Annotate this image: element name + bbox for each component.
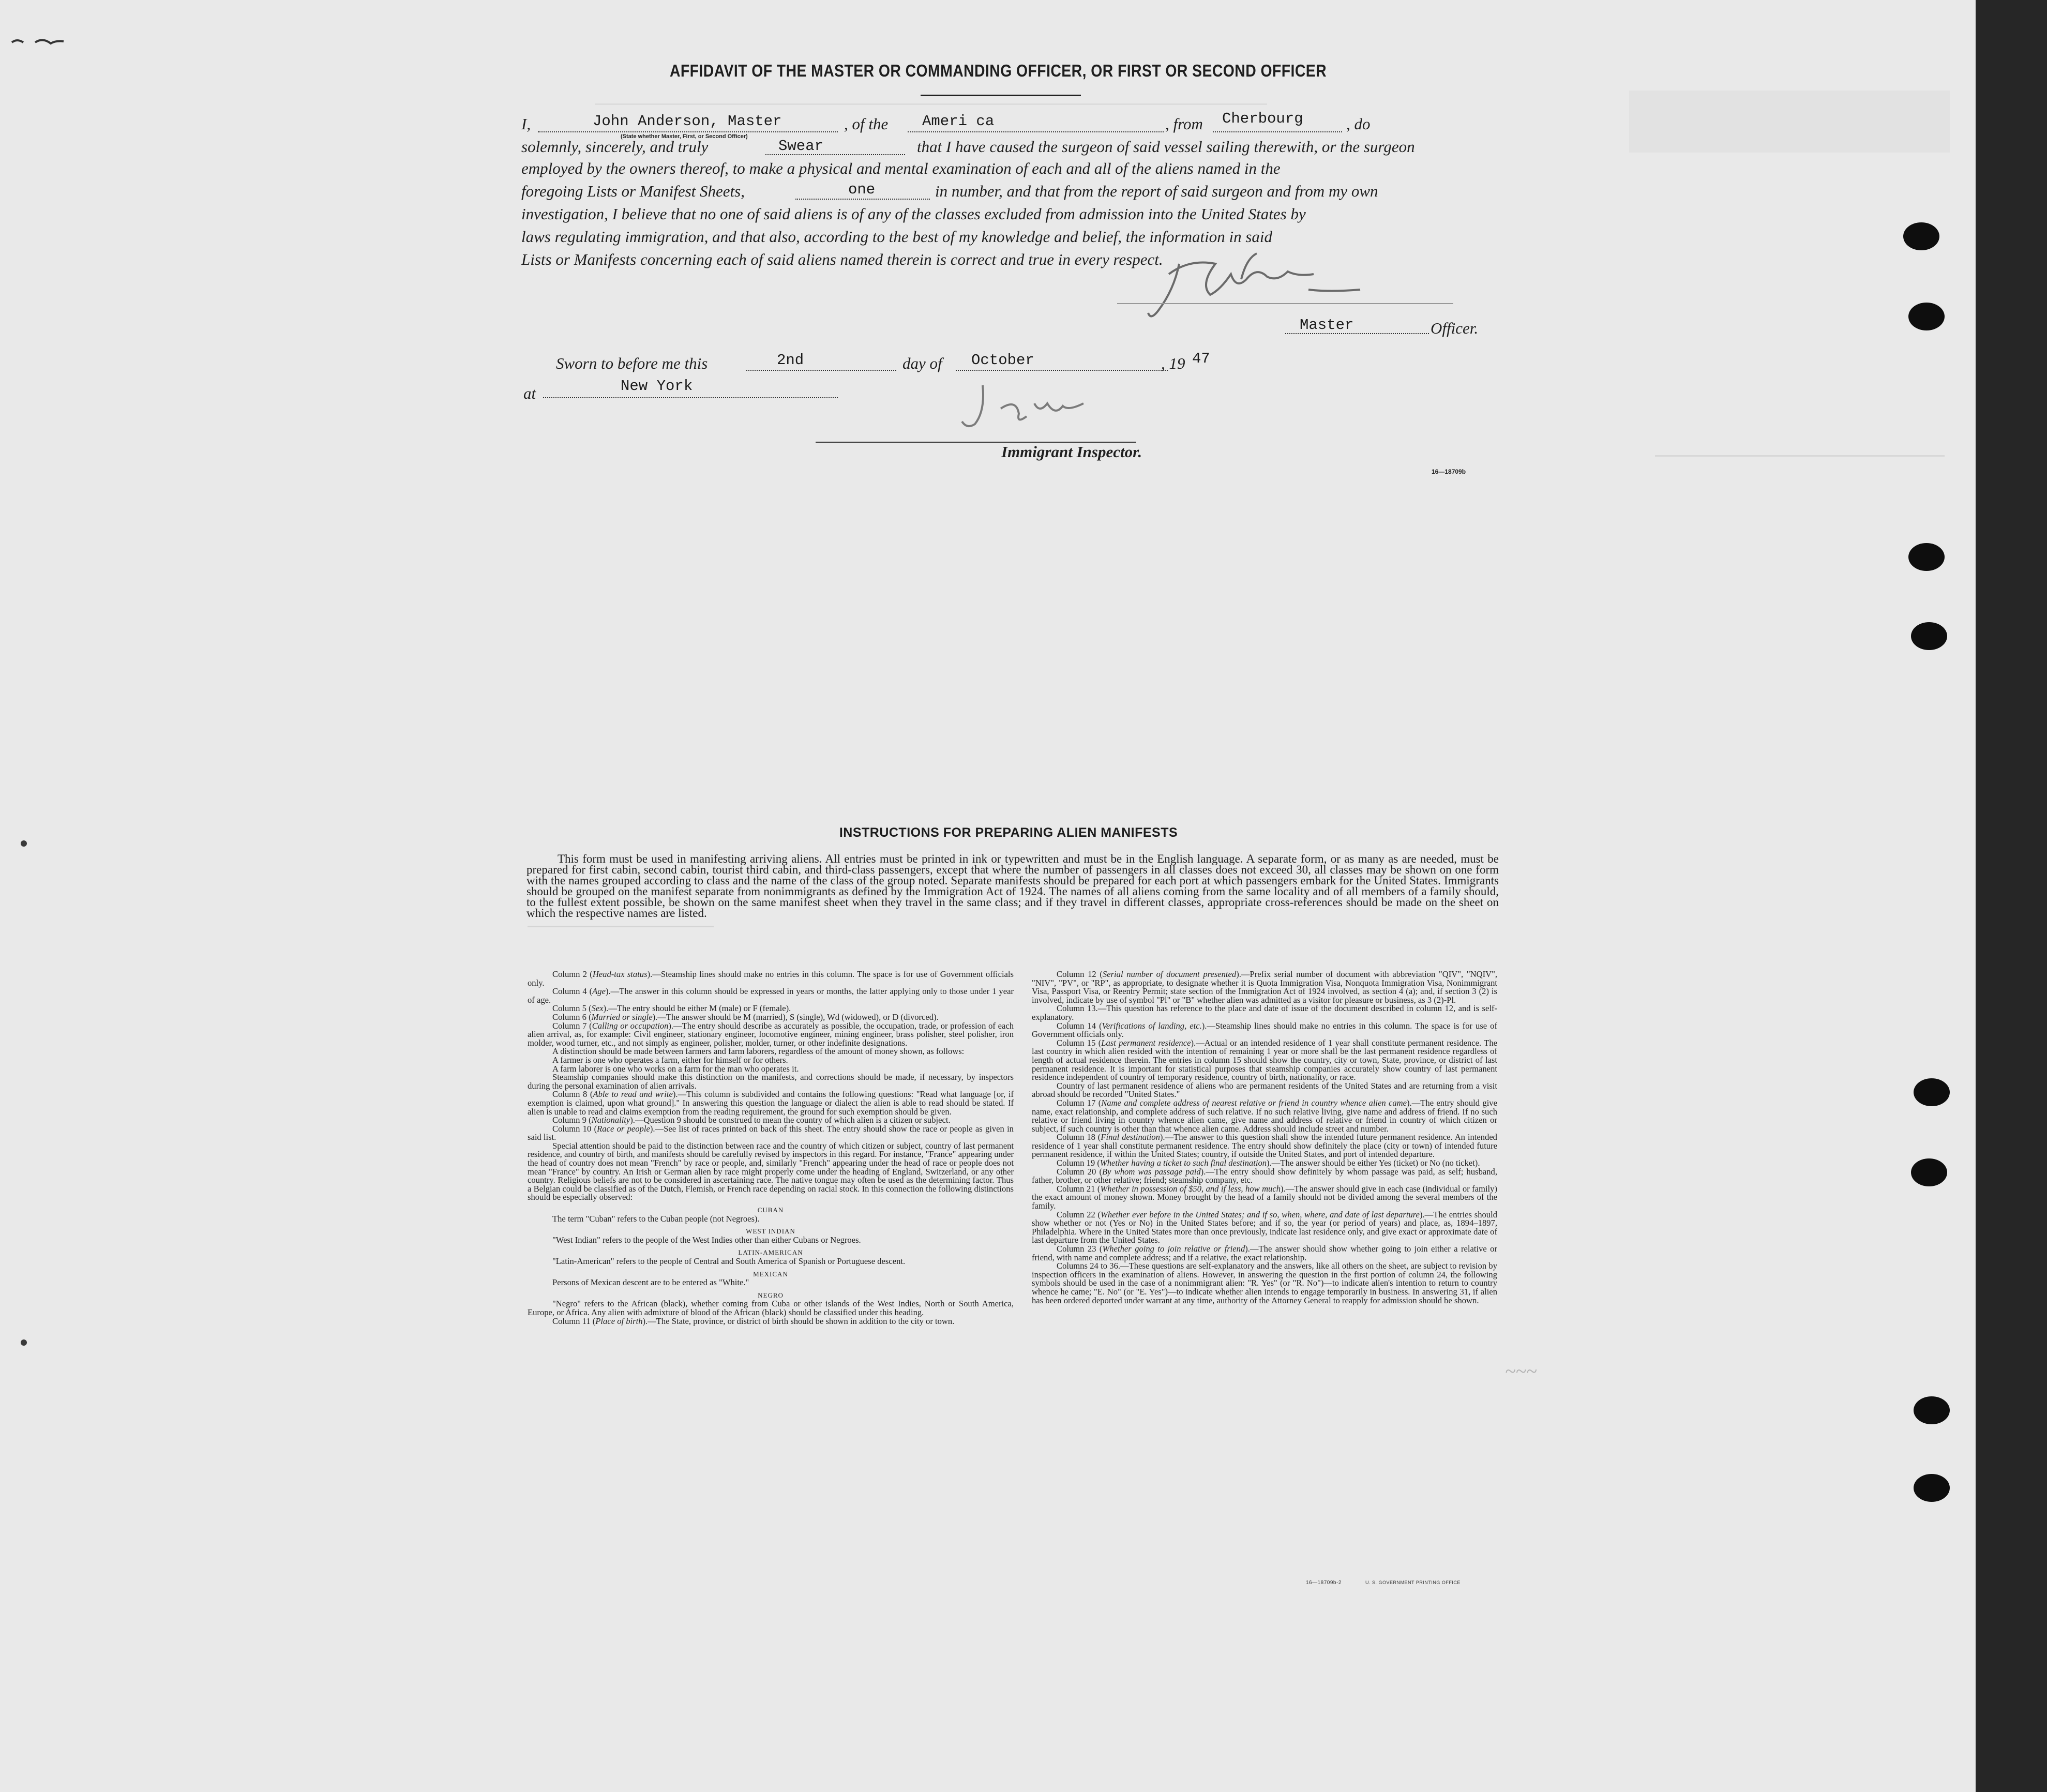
bleed-through-line xyxy=(1629,91,1950,153)
instruction-paragraph: Column 9 (Nationality).—Question 9 should be construed to mean the country of which alien is a citizen or subject. xyxy=(552,1115,951,1125)
column-heading-italic: Whether going to join relative or friend xyxy=(1102,1244,1245,1254)
instruction-paragraph: A distinction should be made between farmers and farm laborers, regardless of the amount of money shown, as follows: xyxy=(552,1046,965,1057)
place-field[interactable]: New York xyxy=(621,378,693,395)
instruction-paragraph: Column 2 (Head-tax status).—Steamship lines should make no entries in this column. The space is for use of Government officials only. xyxy=(528,969,1014,988)
year-field[interactable]: 47 xyxy=(1192,350,1210,367)
affidavit-line-3: employed by the owners thereof, to make a physical and mental examination of each and all of the aliens named in the xyxy=(521,159,1281,177)
instruction-paragraph: Column 17 (Name and complete address of nearest relative or friend in country whence alien came).—The entry should give name, exact relationship, and complete address of such relative. If no such relative living, give name and address of friend. If no such relative or friend living in country whence alien came, give name and address of relative or friend in country of which citizen or subject, if such country is other than that whence alien came. Address should include street and number. xyxy=(1032,1097,1497,1134)
day-field[interactable]: 2nd xyxy=(777,352,804,369)
column-heading-italic: Calling or occupation xyxy=(592,1020,669,1031)
instructions-right-column xyxy=(1032,970,1497,1305)
faint-handwriting: ~~~ xyxy=(1505,1361,1537,1382)
column-heading-italic: Married or single xyxy=(591,1012,653,1022)
footer-form-number: 16—18709b-2 xyxy=(1306,1580,1342,1586)
day-blank xyxy=(746,370,896,371)
officer-label: Officer. xyxy=(1431,319,1479,337)
column-heading-italic: Whether having a ticket to such final destination xyxy=(1100,1158,1267,1168)
punch-hole xyxy=(1914,1078,1950,1106)
instruction-paragraph: Persons of Mexican descent are to be entered as "White." xyxy=(552,1277,749,1288)
text-day-of: day of xyxy=(902,354,942,372)
title-rule xyxy=(921,95,1081,96)
month-field[interactable]: October xyxy=(971,352,1034,369)
column-heading-italic: Serial number of document presented xyxy=(1102,969,1237,979)
instruction-paragraph: "Negro" refers to the African (black), whether coming from Cuba or other islands of the West Indies, North or South America, Europe, or Africa. Any alien with admixture of blood of the African (black) should be classified under this heading. xyxy=(528,1299,1014,1317)
inspector-signature xyxy=(957,380,1102,437)
column-heading-italic: Place of birth xyxy=(595,1316,643,1326)
rank-note: (State whether Master, First, or Second Officer) xyxy=(621,133,748,140)
text-of-the: , of the xyxy=(844,115,889,133)
column-heading-italic: Head-tax status xyxy=(592,969,648,979)
column-heading-italic: Nationality xyxy=(591,1115,630,1125)
punch-hole xyxy=(1914,1396,1950,1424)
section-heading: NEGRO xyxy=(758,1291,784,1299)
column-heading-italic: Final destination xyxy=(1101,1132,1160,1142)
vessel-field[interactable]: Ameri ca xyxy=(922,113,995,130)
affidavit-line-7: Lists or Manifests concerning each of said aliens named therein is correct and true in every respect. xyxy=(521,250,1163,268)
instruction-paragraph: Columns 24 to 36.—These questions are self-explanatory and the answers, like all others on the sheet, are subject to revision by inspection officers in the examination of aliens. However, in answering the question in the first portion of column 24, the following symbols should be used in the case of a nonimmigrant alien: "R. Yes" (or "R. No")—to indicate alien's intention to return to country whence he came; "E. No" (or "E. Yes")—to indicate whether alien intends to engage temporarily in business. In answering 31, if alien has been ordered deported under warrant at any time, authority of the Attorney General to reapply for admission should be shown. xyxy=(1032,1261,1497,1305)
instruction-paragraph: Column 5 (Sex).—The entry should be either M (male) or F (female). xyxy=(552,1003,791,1014)
sheet-count-field[interactable]: one xyxy=(848,181,876,198)
instruction-paragraph: Steamship companies should make this distinction on the manifests, and corrections should be made, if necessary, by inspectors during the personal examination of alien arrivals. xyxy=(528,1072,1014,1091)
oath-blank xyxy=(765,154,905,155)
section-heading: LATIN-AMERICAN xyxy=(738,1248,803,1257)
officer-rank-field[interactable]: Master xyxy=(1300,317,1354,334)
margin-dot xyxy=(21,1339,27,1346)
bleed-through-line xyxy=(528,926,714,927)
column-heading-italic: Verifications of landing, etc. xyxy=(1102,1020,1202,1031)
text-sworn: Sworn to before me this xyxy=(556,354,708,372)
scan-border xyxy=(1976,0,2047,1792)
instruction-paragraph: Column 14 (Verifications of landing, etc.).—Steamship lines should make no entries in this column. The space is for use of Government officials only. xyxy=(1032,1020,1497,1040)
text-from: , from xyxy=(1165,115,1203,133)
column-heading-italic: Name and complete address of nearest relative or friend in country whence alien came xyxy=(1101,1097,1407,1108)
punch-hole xyxy=(1908,543,1945,571)
sheets-blank xyxy=(795,199,930,200)
bleed-through-line xyxy=(1655,455,1945,457)
instruction-paragraph: Column 21 (Whether in possession of $50, and if less, how much).—The answer should give in each case (individual or family) the exact amount of money shown. Money brought by the head of a family should not be divided among the several members of the family. xyxy=(1032,1183,1497,1211)
text-solemnly: solemnly, sincerely, and truly xyxy=(521,138,709,156)
instruction-paragraph: A farmer is one who operates a farm, either for himself or for others. xyxy=(552,1055,788,1065)
text-i: I, xyxy=(521,115,531,133)
punch-hole xyxy=(1911,622,1947,650)
text-foregoing: foregoing Lists or Manifest Sheets, xyxy=(521,182,745,200)
instruction-paragraph: Column 8 (Able to read and write).—This column is subdivided and contains the following questions: "Read what language [or, if exemption is claimed, upon what ground]." In answering this question the language or dialect the alien is able to read should be stated. If alien is unable to read and claims exemption from the reading requirement, the ground for such exemption should be given. xyxy=(528,1089,1014,1117)
oath-field[interactable]: Swear xyxy=(778,138,824,155)
column-heading-italic: Last permanent residence xyxy=(1101,1037,1191,1048)
instruction-paragraph: Country of last permanent residence of aliens who are permanent residents of the United States and are returning from a visit abroad should be recorded "United States." xyxy=(1032,1080,1497,1100)
instruction-paragraph: Column 20 (By whom was passage paid).—The entry should show definitely by whom passage was paid, as self; husband, father, brother, or other relative; friend; steamship company, etc. xyxy=(1032,1166,1498,1185)
instruction-paragraph: Column 11 (Place of birth).—The State, province, or district of birth should be shown in addition to the city or town. xyxy=(552,1316,955,1326)
instruction-paragraph: Column 12 (Serial number of document presented).—Prefix serial number of document with abbreviation "QIV", "NQIV", "NIV", "PV", or "RP", as appropriate, to designate whether it is Quota Immigration Visa, Nonquota Immigration Visa, Nonimmigrant Visa, Passport Visa, or Reentry Permit; state section of the Immigration Act of 1924 involved, as section 4 (a); and, if section 3 (2) is involved, indicate by use of symbol "Pl" or "B" whether alien was admitted as a visitor for pleasure or business, as 3 (2)-Pl. xyxy=(1032,969,1497,1005)
instructions-title: INSTRUCTIONS FOR PREPARING ALIEN MANIFESTS xyxy=(839,825,1178,840)
officer-blank xyxy=(1285,333,1429,334)
instruction-paragraph: The term "Cuban" refers to the Cuban people (not Negroes). xyxy=(552,1213,760,1224)
master-name-field[interactable]: John Anderson, Master xyxy=(593,113,782,130)
form-number: 16—18709b xyxy=(1432,468,1466,475)
corner-scratch-mark xyxy=(9,36,82,47)
instruction-paragraph: "West Indian" refers to the people of the West Indies other than either Cubans or Negroes. xyxy=(552,1234,861,1245)
text-in-number: in number, and that from the report of said surgeon and from my own xyxy=(935,182,1378,200)
inspector-label: Immigrant Inspector. xyxy=(1001,443,1142,461)
signature-rule xyxy=(1117,303,1453,304)
column-heading-italic: Sex xyxy=(591,1003,604,1014)
vessel-blank xyxy=(908,131,1164,132)
instruction-paragraph: Special attention should be paid to the distinction between race and the country of which citizen or subject, country of last permanent residence, and country of birth, and manifests should be carefully revised by inspectors in this regard. For instance, "France" appearing under the head of country does not mean "French" by race or people, and, similarly "French" appearing under the head of race or people does not mean "France" by country. An Irish or German alien by race might properly come under the heading of England, Switzerland, or any other country. Religious beliefs are not to be considered in ascertaining race. The native tongue may often be used as the determining factor. Thus a Belgian could be classified as of the Dutch, Flemish, or French race depending on racial stock. In this connection the following distinctions should be especially observed: xyxy=(528,1140,1014,1202)
instruction-paragraph: Column 19 (Whether having a ticket to such final destination).—The answer should be either Yes (ticket) or No (no ticket). xyxy=(1057,1158,1480,1168)
bleed-through-line xyxy=(595,103,1267,105)
column-heading-italic: By whom was passage paid xyxy=(1102,1166,1201,1177)
column-heading-italic: Age xyxy=(592,986,606,997)
departure-port-field[interactable]: Cherbourg xyxy=(1222,110,1303,127)
column-heading-italic: Able to read and write xyxy=(593,1089,673,1100)
text-surgeon: that I have caused the surgeon of said vessel sailing therewith, or the surgeon xyxy=(917,138,1415,156)
column-heading-italic: Whether ever before in the United States; and if so, when, where, and date of last departure xyxy=(1101,1209,1420,1219)
margin-dot xyxy=(21,840,27,847)
punch-hole xyxy=(1911,1158,1947,1186)
punch-hole xyxy=(1914,1474,1950,1502)
instructions-intro: This form must be used in manifesting arriving aliens. All entries must be printed in ink or typewritten and must be in the English language. A separate form, or as many as are needed, must be prepared for first cabin, second cabin, tourist third cabin, and third-class passengers, except that where the number of passengers in all classes does not exceed 30, all classes may be shown on one form with the names grouped according to class and the name of the class of the group noted. Separate manifests should be prepared for each port at which passengers embark for the United States. Immigrants should be grouped on the manifest separate from nonimmigrants as defined by the Immigration Act of 1924. The names of all aliens coming from the same locality and of all members of a family should, to the fullest extent possible, be shown on the same manifest sheet when they travel in the same class; and if they travel in different classes, appropriate cross-references should be made on the sheet on which the respective names are listed. xyxy=(526,852,1499,920)
section-heading: MEXICAN xyxy=(753,1270,788,1278)
port-blank xyxy=(1213,131,1342,132)
instructions-left-column xyxy=(528,970,1014,1326)
name-blank xyxy=(538,131,838,132)
punch-hole xyxy=(1903,222,1939,250)
column-heading-italic: Race or people xyxy=(597,1123,650,1134)
text-year-prefix: , 19 xyxy=(1161,354,1185,372)
instruction-paragraph: Column 10 (Race or people).—See list of races printed on back of this sheet. The entry should show the race or people as given in said list. xyxy=(528,1123,1014,1142)
instruction-paragraph: Column 7 (Calling or occupation).—The entry should describe as accurately as possible, the occupation, trade, or profession of each alien arrival, as, for example: Civil engineer, stationary engineer, locomotive engineer, mining engineer, brass polisher, steel polisher, iron molder, wood turner, etc., and not simply as engineer, polisher, molder, turner, or other indefinite designations. xyxy=(528,1020,1014,1048)
affidavit-line-6: laws regulating immigration, and that also, according to the best of my knowledge and belief, the information in said xyxy=(521,228,1273,246)
instruction-paragraph: Column 23 (Whether going to join relative or friend).—The answer should show whether going to join either a relative or friend, with name and complete address; and if a relative, the exact relationship. xyxy=(1032,1244,1497,1262)
punch-hole xyxy=(1908,303,1945,330)
column-heading-italic: Whether in possession of $50, and if less, how much xyxy=(1100,1183,1281,1194)
month-blank xyxy=(956,370,1168,371)
instruction-paragraph: Column 18 (Final destination).—The answer to this question shall show the intended future permanent residence. An intended residence of 1 year shall constitute permanent residence. The entry should show definitely the place (city or town) of intended future permanent residence, if within the United States; country, if outside the United States, and port of intended departure. xyxy=(1032,1132,1497,1159)
affidavit-line-5: investigation, I believe that no one of said aliens is of any of the classes excluded from admission into the United States by xyxy=(521,205,1306,223)
section-heading: CUBAN xyxy=(757,1206,784,1214)
footer-printer: U. S. GOVERNMENT PRINTING OFFICE xyxy=(1365,1580,1461,1585)
instruction-paragraph: Column 13.—This question has reference to the place and date of issue of the document described in column 12, and is self-explanatory. xyxy=(1032,1003,1497,1022)
place-blank xyxy=(543,397,838,398)
instruction-paragraph: Column 4 (Age).—The answer in this column should be expressed in years or months, the latter applying only to those under 1 year of age. xyxy=(528,986,1014,1005)
at-label: at xyxy=(523,384,536,402)
instruction-paragraph: Column 6 (Married or single).—The answer should be M (married), S (single), Wd (widowed), or D (divorced). xyxy=(552,1012,939,1022)
instruction-paragraph: Column 22 (Whether ever before in the United States; and if so, when, where, and date of last departure).—The entries should show whether or not (Yes or No) in the United States before; and if so, the year (or period of years) and place, as, 1894–1897, Philadelphia. Where in the United States more than once previously, indicate last residence only, and give exact or approximate date of last departure from the United States. xyxy=(1032,1209,1497,1245)
affidavit-title: AFFIDAVIT OF THE MASTER OR COMMANDING OFFICER, OR FIRST OR SECOND OFFICER xyxy=(669,61,1327,80)
instruction-paragraph: Column 15 (Last permanent residence).—Actual or an intended residence of 1 year shall constitute permanent residence. The last country in which alien resided with the intention of remaining 1 year or more shall be the last permanent residence regardless of length of actual residence therein. The entries in column 15 should show the country, city or town, State, province, or district of last permanent residence. It is important for statistical purposes that steamship companies accurately show country of last permanent residence independent of country of temporary residence, country of birth, nationality, or race. xyxy=(1032,1037,1497,1082)
instruction-paragraph: A farm laborer is one who works on a farm for the man who operates it. xyxy=(552,1063,799,1074)
text-do: , do xyxy=(1346,115,1371,133)
instruction-paragraph: "Latin-American" refers to the people of Central and South America of Spanish or Portuguese descent. xyxy=(552,1256,906,1266)
section-heading: WEST INDIAN xyxy=(746,1227,795,1236)
